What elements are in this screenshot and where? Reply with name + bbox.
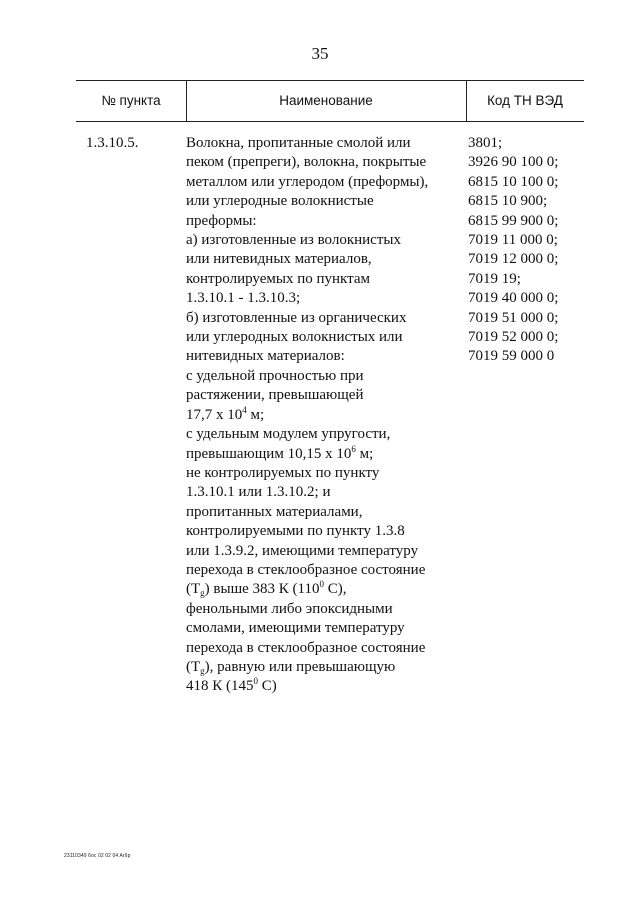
name-line: или нитевидных материалов, <box>186 251 372 268</box>
code-line: 6815 99 900 0; <box>468 212 559 229</box>
name-line <box>186 677 468 696</box>
code-line: 7019 12 000 0; <box>468 251 559 268</box>
name-line: б) изготовленные из органических <box>186 309 407 326</box>
code-line: 3926 90 100 0; <box>468 154 559 171</box>
name-line: Волокна, пропитанные смолой или <box>186 135 411 151</box>
name-line: а) изготовленные из волокнистых <box>186 232 401 249</box>
name-line: перехода в стеклообразное состояние <box>186 561 426 578</box>
code-line: 3801; <box>468 135 503 151</box>
footer-stamp: 23110349 6oc 02 02 04 ArIIp <box>64 853 131 859</box>
goods-table <box>76 80 584 695</box>
header-name: Наименование <box>279 93 373 108</box>
code-line: 6815 10 100 0; <box>468 173 559 190</box>
name-line: смолами, имеющими температуру <box>186 620 405 637</box>
name-line-part: м; <box>246 406 265 423</box>
table-header-row <box>76 80 584 122</box>
name-line-part: ) выше 383 К (110 <box>204 581 320 598</box>
name-line: или углеродных волокнистых или <box>186 329 403 346</box>
item-codes <box>468 134 584 367</box>
name-line: пеком (препреги), волокна, покрытые <box>186 154 427 171</box>
name-line-part: 17,7 х 10 <box>186 406 243 423</box>
name-line-supscript: 4 <box>242 404 247 415</box>
name-line: растяжении, превышающей <box>186 387 364 404</box>
name-line: с удельным модулем упругости, <box>186 426 391 443</box>
name-line <box>186 658 468 677</box>
name-line <box>186 406 468 425</box>
name-line: 1.3.10.1 или 1.3.10.2; и <box>186 484 331 501</box>
name-line-subscript: g <box>200 588 205 599</box>
code-line: 6815 10 900; <box>468 193 548 210</box>
name-line-supscript: 6 <box>351 443 356 454</box>
name-line: с удельной прочностью при <box>186 367 364 384</box>
name-line: фенольными либо эпоксидными <box>186 600 393 617</box>
name-line-part: С) <box>258 678 277 695</box>
name-line-supscript: 0 <box>319 579 324 590</box>
name-line-part: (T <box>186 658 201 675</box>
name-line-part: ), равную или превышающую <box>204 658 396 675</box>
name-line-part: 418 К (145 <box>186 678 254 695</box>
name-line: не контролируемых по пункту <box>186 464 380 481</box>
item-name <box>186 134 468 697</box>
name-line-part: С), <box>323 581 347 598</box>
name-line: нитевидных материалов: <box>186 348 345 365</box>
item-number: 1.3.10.5. <box>86 135 139 151</box>
code-line: 7019 40 000 0; <box>468 290 559 307</box>
name-line-part: м; <box>355 445 374 462</box>
name-line: контролируемыми по пункту 1.3.8 <box>186 523 405 540</box>
name-line-part: превышающим 10,15 х 10 <box>186 445 352 462</box>
name-line: 1.3.10.1 - 1.3.10.3; <box>186 290 301 307</box>
name-line: или углеродные волокнистые <box>186 193 374 210</box>
code-line: 7019 59 000 0 <box>468 348 555 365</box>
name-line-part: (T <box>186 581 201 598</box>
name-line <box>186 445 468 464</box>
name-line: преформы: <box>186 212 257 229</box>
name-line: контролируемых по пунктам <box>186 270 370 287</box>
name-line: или 1.3.9.2, имеющими температуру <box>186 542 419 559</box>
name-line-supscript: 0 <box>253 676 258 687</box>
name-line: металлом или углеродом (преформы), <box>186 173 429 190</box>
code-line: 7019 52 000 0; <box>468 329 559 346</box>
header-item-number: № пункта <box>101 93 161 108</box>
code-line: 7019 11 000 0; <box>468 232 558 249</box>
name-line: перехода в стеклообразное состояние <box>186 639 426 656</box>
code-line: 7019 51 000 0; <box>468 309 559 326</box>
name-line-subscript: g <box>200 665 205 676</box>
code-line: 7019 19; <box>468 270 521 287</box>
name-line: пропитанных материалами, <box>186 503 363 520</box>
page-number: 35 <box>311 44 329 63</box>
header-code: Код ТН ВЭД <box>487 93 563 108</box>
name-line <box>186 580 468 599</box>
